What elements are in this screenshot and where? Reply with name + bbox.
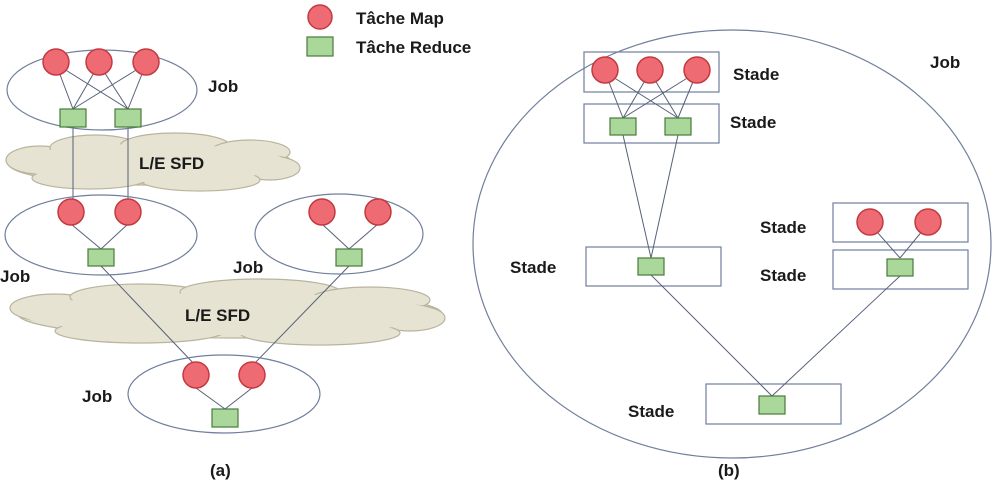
map-task: [133, 49, 159, 75]
panel-a: [0, 49, 445, 480]
map-task: [592, 57, 618, 83]
map-task: [637, 57, 663, 83]
legend: [307, 5, 471, 57]
map-task: [239, 362, 265, 388]
map-task: [58, 199, 84, 225]
reduce-task: [759, 396, 785, 414]
stage-label-bottom: Stade: [628, 402, 675, 421]
panel-b-caption: (b): [718, 461, 740, 480]
map-task: [115, 199, 141, 225]
job-label-large: Job: [930, 53, 961, 72]
reduce-task: [665, 118, 691, 135]
reduce-task: [60, 109, 86, 127]
map-task: [365, 199, 391, 225]
job-label-top: Job: [208, 77, 239, 96]
stage-label-top-reduce: Stade: [730, 113, 777, 132]
reduce-task: [638, 258, 664, 275]
legend-map-icon: [308, 5, 332, 29]
map-task: [309, 199, 335, 225]
job-label-middle-left: Job: [0, 267, 31, 286]
stage-label-right-reduce: Stade: [760, 266, 807, 285]
panel-a-edges: [56, 64, 378, 409]
stage-box-top-reduce: [584, 104, 719, 143]
legend-reduce-label: Tâche Reduce: [356, 38, 472, 57]
stage-label-top-map: Stade: [733, 65, 780, 84]
stage-boxes: [584, 52, 968, 424]
reduce-task: [336, 249, 362, 266]
stage-box-right-map: [833, 203, 968, 242]
job-label-bottom: Job: [82, 387, 113, 406]
storage-label-bottom: L/E SFD: [185, 306, 251, 325]
map-task: [86, 49, 112, 75]
map-task: [684, 57, 710, 83]
map-task: [43, 49, 69, 75]
stage-label-left-middle: Stade: [510, 258, 557, 277]
storage-label-top: L/E SFD: [139, 154, 205, 173]
reduce-task: [887, 259, 913, 276]
job-label-middle-right: Job: [233, 258, 264, 277]
stage-label-right-map: Stade: [760, 218, 807, 237]
map-task: [915, 209, 941, 235]
panel-a-caption: (a): [210, 461, 231, 480]
map-task: [857, 209, 883, 235]
legend-reduce-icon: [307, 37, 333, 56]
job-container-large: [473, 30, 991, 458]
legend-map-label: Tâche Map: [356, 9, 444, 28]
reduce-task: [212, 409, 238, 427]
reduce-task: [88, 249, 114, 266]
reduce-task: [115, 109, 141, 127]
reduce-task: [610, 118, 636, 135]
panel-b: [473, 30, 991, 480]
map-task: [183, 362, 209, 388]
